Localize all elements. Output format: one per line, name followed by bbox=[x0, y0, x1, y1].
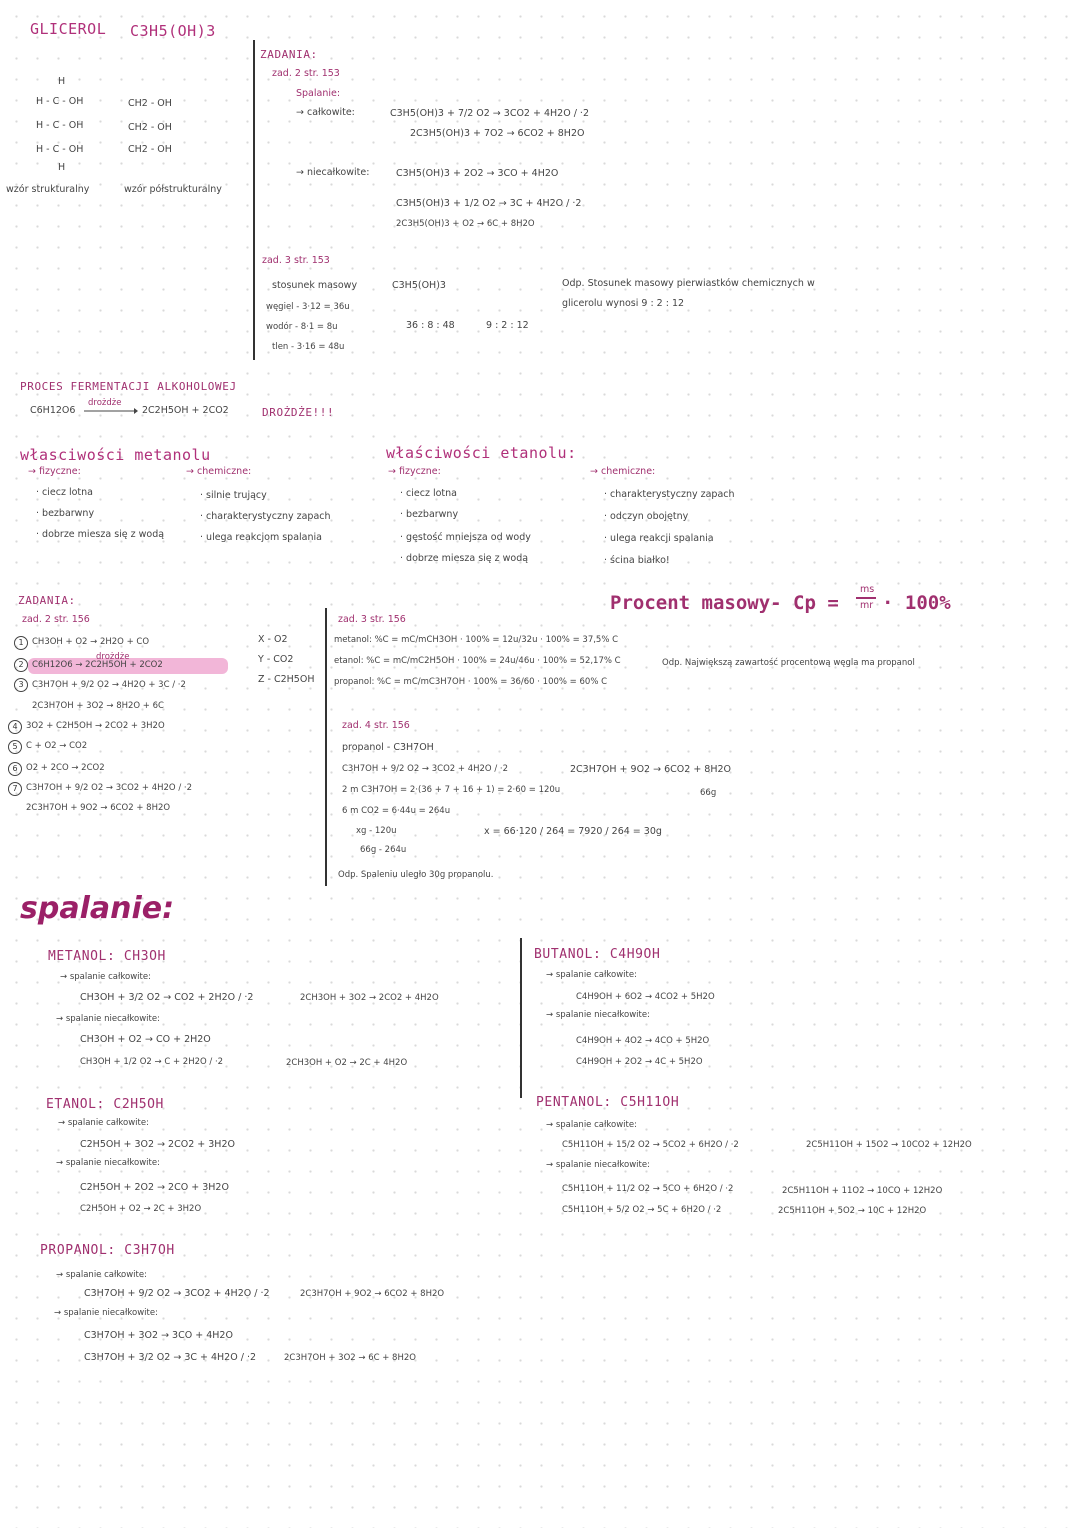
item-3b: 2C3H7OH + 3O2 → 8H2O + 6C bbox=[32, 701, 164, 711]
item-5: C + O2 → CO2 bbox=[26, 741, 88, 751]
calk-eq1: C3H5(OH)3 + 7/2 O2 → 3CO2 + 4H2O / ·2 bbox=[390, 108, 589, 119]
etanol-calk-label: → spalanie całkowite: bbox=[58, 1118, 149, 1128]
calkowite-text: całkowite: bbox=[306, 107, 355, 118]
item-7: C3H7OH + 9/2 O2 → 3CO2 + 4H2O / ·2 bbox=[26, 783, 192, 793]
butanol-calk-label: → spalanie całkowite: bbox=[546, 970, 637, 980]
zad4-l2: C3H7OH + 9/2 O2 → 3CO2 + 4H2O / ·2 bbox=[342, 764, 508, 774]
metanol-n1: CH3OH + O2 → CO + 2H2O bbox=[80, 1034, 211, 1045]
etanol-chem-3-text: ulega reakcji spalania bbox=[610, 533, 714, 544]
etanol-chem-4: · ścina białko! bbox=[604, 555, 670, 566]
butanol-c1: C4H9OH + 6O2 → 4CO2 + 5H2O bbox=[576, 992, 715, 1002]
metanol-chem-3-text: ulega reakcjom spalania bbox=[206, 532, 322, 543]
procent-tail: · 100% bbox=[882, 592, 951, 614]
etanol-chem-2-text: odczyn obojętny bbox=[610, 511, 689, 522]
zad4-l3: 2 m C3H7OH = 2·(36 + 7 + 16 + 1) = 2·60 = 120u bbox=[342, 785, 561, 795]
metanol-fiz-2: · bezbarwny bbox=[36, 508, 95, 519]
etanol-chem-1: · charakterystyczny zapach bbox=[604, 489, 735, 500]
pentanol-title: PENTANOL: C5H11OH bbox=[536, 1095, 680, 1110]
struct-row-2: H - C - OH bbox=[36, 120, 84, 131]
num-4: 4 bbox=[8, 720, 22, 734]
pentanol-n2: 2C5H11OH + 11O2 → 10CO + 12H2O bbox=[782, 1186, 943, 1196]
procent-frac-line bbox=[856, 597, 876, 599]
propanol-niecalk-text: spalanie niecałkowite: bbox=[63, 1308, 158, 1318]
metanol-fiz-label: → fizyczne: bbox=[28, 466, 81, 477]
ferm-drozdze: drożdże bbox=[88, 398, 122, 408]
procent-den: mr bbox=[860, 600, 874, 611]
niecalk-text: niecałkowite: bbox=[306, 167, 370, 178]
glicerol-formula: C3H5(OH)3 bbox=[130, 22, 216, 40]
metanol-fiz-2-text: bezbarwny bbox=[42, 508, 95, 519]
zad4-eq-right: 2C3H7OH + 9O2 → 6CO2 + 8H2O bbox=[570, 764, 732, 775]
metanol-fiz-3-text: dobrze miesza się z wodą bbox=[42, 529, 165, 540]
metanol-niecalk-label: → spalanie niecałkowite: bbox=[56, 1014, 160, 1024]
etanol-fiz-1-text: ciecz lotna bbox=[406, 488, 458, 499]
item-1: CH3OH + O2 → 2H2O + CO bbox=[32, 637, 150, 647]
propanol-c2: 2C3H7OH + 9O2 → 6CO2 + 8H2O bbox=[300, 1289, 445, 1299]
num-5: 5 bbox=[8, 740, 22, 754]
zad3-etanol: etanol: %C = mC/mC2H5OH · 100% = 24u/46u · 100% = 52,17% C bbox=[334, 656, 621, 666]
num-1: 1 bbox=[14, 636, 28, 650]
etanol-chem-2: · odczyn obojętny bbox=[604, 511, 689, 522]
metanol-chem-label: → chemiczne: bbox=[186, 466, 252, 477]
metanol-title: METANOL: CH3OH bbox=[48, 949, 166, 964]
zad3-156: zad. 3 str. 156 bbox=[338, 614, 406, 625]
pentanol-n4: 2C5H11OH + 5O2 → 10C + 12H2O bbox=[778, 1206, 927, 1216]
num-3: 3 bbox=[14, 678, 28, 692]
zadania-mid-title: ZADANIA: bbox=[18, 594, 76, 607]
struct-bottom-h: H bbox=[58, 162, 66, 173]
metanol-c1: CH3OH + 3/2 O2 → CO2 + 2H2O / ·2 bbox=[80, 992, 254, 1003]
struct-top-h: H bbox=[58, 76, 66, 87]
niecalk-eq2: C3H5(OH)3 + 1/2 O2 → 3C + 4H2O / ·2 bbox=[396, 198, 582, 209]
propanol-calk-text: spalanie całkowite: bbox=[65, 1270, 147, 1280]
metanol-chem-2: · charakterystyczny zapach bbox=[200, 511, 331, 522]
metanol-calk-text: spalanie całkowite: bbox=[69, 972, 151, 982]
pentanol-n3: C5H11OH + 5/2 O2 → 5C + 6H2O / ·2 bbox=[562, 1205, 722, 1215]
calk-eq2: 2C3H5(OH)3 + 7O2 → 6CO2 + 8H2O bbox=[410, 128, 585, 139]
item-6: O2 + 2CO → 2CO2 bbox=[26, 763, 105, 773]
metanol-fiz-3: · dobrze miesza się z wodą bbox=[36, 529, 165, 540]
etanol-fiz-1: · ciecz lotna bbox=[400, 488, 458, 499]
butanol-title: BUTANOL: C4H9OH bbox=[534, 947, 661, 962]
stosunek-label: stosunek masowy bbox=[272, 280, 358, 291]
etanol-n1: C2H5OH + 2O2 → 2CO + 3H2O bbox=[80, 1182, 229, 1193]
butanol-n2: C4H9OH + 2O2 → 4C + 5H2O bbox=[576, 1057, 703, 1067]
pentanol-niecalk-label: → spalanie niecałkowite: bbox=[546, 1160, 650, 1170]
zad3-odp: Odp. Największą zawartość procentową węgla ma propanol bbox=[662, 658, 915, 668]
butanol-niecalk-text: spalanie niecałkowite: bbox=[555, 1010, 650, 1020]
etanol-fiz-4-text: dobrze miesza się z wodą bbox=[406, 553, 529, 564]
pentanol-n1: C5H11OH + 11/2 O2 → 5CO + 6H2O / ·2 bbox=[562, 1184, 734, 1194]
niecalk-eq3: 2C3H5(OH)3 + O2 → 6C + 8H2O bbox=[396, 219, 535, 229]
niecalk-label: → niecałkowite: bbox=[296, 167, 370, 178]
zad2-153: zad. 2 str. 153 bbox=[272, 68, 340, 79]
num-7: 7 bbox=[8, 782, 22, 796]
zad3-metanol: metanol: %C = mC/mCH3OH · 100% = 12u/32u · 100% = 37,5% C bbox=[334, 635, 619, 645]
etanol-fiz-label: → fizyczne: bbox=[388, 466, 441, 477]
metanol-c2: 2CH3OH + 3O2 → 2CO2 + 4H2O bbox=[300, 993, 439, 1003]
spalanie-title: spalanie: bbox=[20, 891, 175, 926]
num-6: 6 bbox=[8, 762, 22, 776]
procent-num: ms bbox=[860, 584, 875, 595]
etanol-chem-4-text: ścina białko! bbox=[610, 555, 670, 566]
niecalk-eq1: C3H5(OH)3 + 2O2 → 3CO + 4H2O bbox=[396, 168, 559, 179]
x-label: X - O2 bbox=[258, 634, 288, 645]
metanol-n2: CH3OH + 1/2 O2 → C + 2H2O / ·2 bbox=[80, 1057, 224, 1067]
pentanol-niecalk-text: spalanie niecałkowite: bbox=[555, 1160, 650, 1170]
etanol-props-title: właściwości etanolu: bbox=[386, 444, 577, 462]
zad4-l5: xg - 120u bbox=[356, 826, 397, 836]
pentanol-calk-label: → spalanie całkowite: bbox=[546, 1120, 637, 1130]
item-3: C3H7OH + 9/2 O2 → 4H2O + 3C / ·2 bbox=[32, 680, 186, 690]
tlen: tlen - 3·16 = 48u bbox=[272, 342, 345, 352]
wegiel: węgiel - 3·12 = 36u bbox=[266, 302, 350, 312]
etanol-fiz-4: · dobrze miesza się z wodą bbox=[400, 553, 529, 564]
bottom-divider bbox=[520, 938, 522, 1098]
metanol-chem-3: · ulega reakcjom spalania bbox=[200, 532, 322, 543]
pentanol-c1: C5H11OH + 15/2 O2 → 5CO2 + 6H2O / ·2 bbox=[562, 1140, 739, 1150]
zad4-l4: 6 m CO2 = 6·44u = 264u bbox=[342, 806, 451, 816]
stosunek-formula: C3H5(OH)3 bbox=[392, 280, 446, 291]
butanol-niecalk-label: → spalanie niecałkowite: bbox=[546, 1010, 650, 1020]
propanol-c1: C3H7OH + 9/2 O2 → 3CO2 + 4H2O / ·2 bbox=[84, 1288, 270, 1299]
semi-row-3: CH2 - OH bbox=[128, 144, 172, 155]
calkowite-label: → całkowite: bbox=[296, 107, 355, 118]
item-2-drozdze: drożdże bbox=[96, 652, 130, 662]
zad4-l7: x = 66·120 / 264 = 7920 / 264 = 30g bbox=[484, 826, 662, 837]
etanol-chem-text: chemiczne: bbox=[600, 466, 656, 477]
pentanol-calk-text: spalanie całkowite: bbox=[555, 1120, 637, 1130]
propanol-calk-label: → spalanie całkowite: bbox=[56, 1270, 147, 1280]
glicerol-title: GLICEROL bbox=[30, 20, 107, 38]
struct-row-3: H - C - OH bbox=[36, 144, 84, 155]
semi-row-2: CH2 - OH bbox=[128, 122, 172, 133]
metanol-fiz-1-text: ciecz lotna bbox=[42, 487, 94, 498]
ferm-arrow bbox=[84, 406, 138, 416]
metanol-chem-1: · silnie trujący bbox=[200, 490, 267, 501]
zad3-propanol: propanol: %C = mC/mC3H7OH · 100% = 36/60 · 100% = 60% C bbox=[334, 677, 608, 687]
spalanie-label: Spalanie: bbox=[296, 88, 341, 99]
etanol-niecalk-text: spalanie niecałkowite: bbox=[65, 1158, 160, 1168]
zad2-156: zad. 2 str. 156 bbox=[22, 614, 90, 625]
metanol-chem-text: chemiczne: bbox=[196, 466, 252, 477]
top-divider bbox=[253, 40, 255, 360]
etanol-n2: C2H5OH + O2 → 2C + 3H2O bbox=[80, 1204, 202, 1214]
ferm-eq-right: 2C2H5OH + 2CO2 bbox=[142, 405, 229, 416]
propanol-niecalk-label: → spalanie niecałkowite: bbox=[54, 1308, 158, 1318]
zad4-l1: propanol - C3H7OH bbox=[342, 742, 434, 753]
etanol-niecalk-label: → spalanie niecałkowite: bbox=[56, 1158, 160, 1168]
metanol-fiz-1: · ciecz lotna bbox=[36, 487, 94, 498]
zad3-153: zad. 3 str. 153 bbox=[262, 255, 330, 266]
etanol-fiz-text: fizyczne: bbox=[398, 466, 441, 477]
zad4-l6: 66g - 264u bbox=[360, 845, 407, 855]
zad4-odp: Odp. Spaleniu uległo 30g propanolu. bbox=[338, 870, 494, 880]
etanol-chem-1-text: charakterystyczny zapach bbox=[610, 489, 735, 500]
y-label: Y - CO2 bbox=[258, 654, 294, 665]
zadania-top-title: ZADANIA: bbox=[260, 48, 318, 61]
etanol-calk-text: spalanie całkowite: bbox=[67, 1118, 149, 1128]
struct-row-1: H - C - OH bbox=[36, 96, 84, 107]
ratio-1: 36 : 8 : 48 bbox=[406, 320, 455, 331]
odp-stosunek-2: glicerolu wynosi 9 : 2 : 12 bbox=[562, 298, 685, 309]
item-4: 3O2 + C2H5OH → 2CO2 + 3H2O bbox=[26, 721, 165, 731]
metanol-props-title: własciwości metanolu bbox=[20, 446, 211, 464]
butanol-n1: C4H9OH + 4O2 → 4CO + 5H2O bbox=[576, 1036, 710, 1046]
zad4-156: zad. 4 str. 156 bbox=[342, 720, 410, 731]
butanol-calk-text: spalanie całkowite: bbox=[555, 970, 637, 980]
item-2: C6H12O6 → 2C2H5OH + 2CO2 bbox=[32, 660, 163, 670]
odp-stosunek: Odp. Stosunek masowy pierwiastków chemicznych w bbox=[562, 278, 815, 289]
pentanol-c2: 2C5H11OH + 15O2 → 10CO2 + 12H2O bbox=[806, 1140, 972, 1150]
propanol-n2: C3H7OH + 3/2 O2 → 3C + 4H2O / ·2 bbox=[84, 1352, 257, 1363]
etanol-fiz-3-text: gęstość mniejsza od wody bbox=[406, 532, 531, 543]
metanol-chem-1-text: silnie trujący bbox=[206, 490, 267, 501]
item-7b: 2C3H7OH + 9O2 → 6CO2 + 8H2O bbox=[26, 803, 171, 813]
label-semi: wzór półstrukturalny bbox=[124, 184, 222, 195]
num-2: 2 bbox=[14, 658, 28, 672]
ratio-2: 9 : 2 : 12 bbox=[486, 320, 529, 331]
etanol-fiz-2-text: bezbarwny bbox=[406, 509, 459, 520]
ferm-eq-left: C6H12O6 bbox=[30, 405, 76, 416]
etanol-title: ETANOL: C2H5OH bbox=[46, 1097, 164, 1112]
semi-row-1: CH2 - OH bbox=[128, 98, 172, 109]
propanol-n3: 2C3H7OH + 3O2 → 6C + 8H2O bbox=[284, 1353, 416, 1363]
propanol-n1: C3H7OH + 3O2 → 3CO + 4H2O bbox=[84, 1330, 233, 1341]
etanol-c1: C2H5OH + 3O2 → 2CO2 + 3H2O bbox=[80, 1139, 235, 1150]
fermentacja-title: PROCES FERMENTACJI ALKOHOLOWEJ bbox=[20, 380, 237, 393]
etanol-fiz-2: · bezbarwny bbox=[400, 509, 459, 520]
procent-title: Procent masowy- Cp = bbox=[610, 592, 839, 614]
drozdze-note: DROŻDŻE!!! bbox=[262, 406, 335, 419]
metanol-fiz-text: fizyczne: bbox=[38, 466, 81, 477]
etanol-chem-3: · ulega reakcji spalania bbox=[604, 533, 714, 544]
wodor: wodór - 8·1 = 8u bbox=[266, 322, 338, 332]
metanol-niecalk-text: spalanie niecałkowite: bbox=[65, 1014, 160, 1024]
label-struct: wzór strukturalny bbox=[6, 184, 90, 195]
etanol-fiz-3: · gęstość mniejsza od wody bbox=[400, 532, 531, 543]
z-label: Z - C2H5OH bbox=[258, 674, 315, 685]
metanol-calk-label: → spalanie całkowite: bbox=[60, 972, 151, 982]
metanol-n3: 2CH3OH + O2 → 2C + 4H2O bbox=[286, 1058, 408, 1068]
propanol-title: PROPANOL: C3H7OH bbox=[40, 1243, 175, 1258]
metanol-chem-2-text: charakterystyczny zapach bbox=[206, 511, 331, 522]
etanol-chem-label: → chemiczne: bbox=[590, 466, 656, 477]
zad4-mass-note: 66g bbox=[700, 788, 717, 798]
mid-divider bbox=[325, 608, 327, 886]
